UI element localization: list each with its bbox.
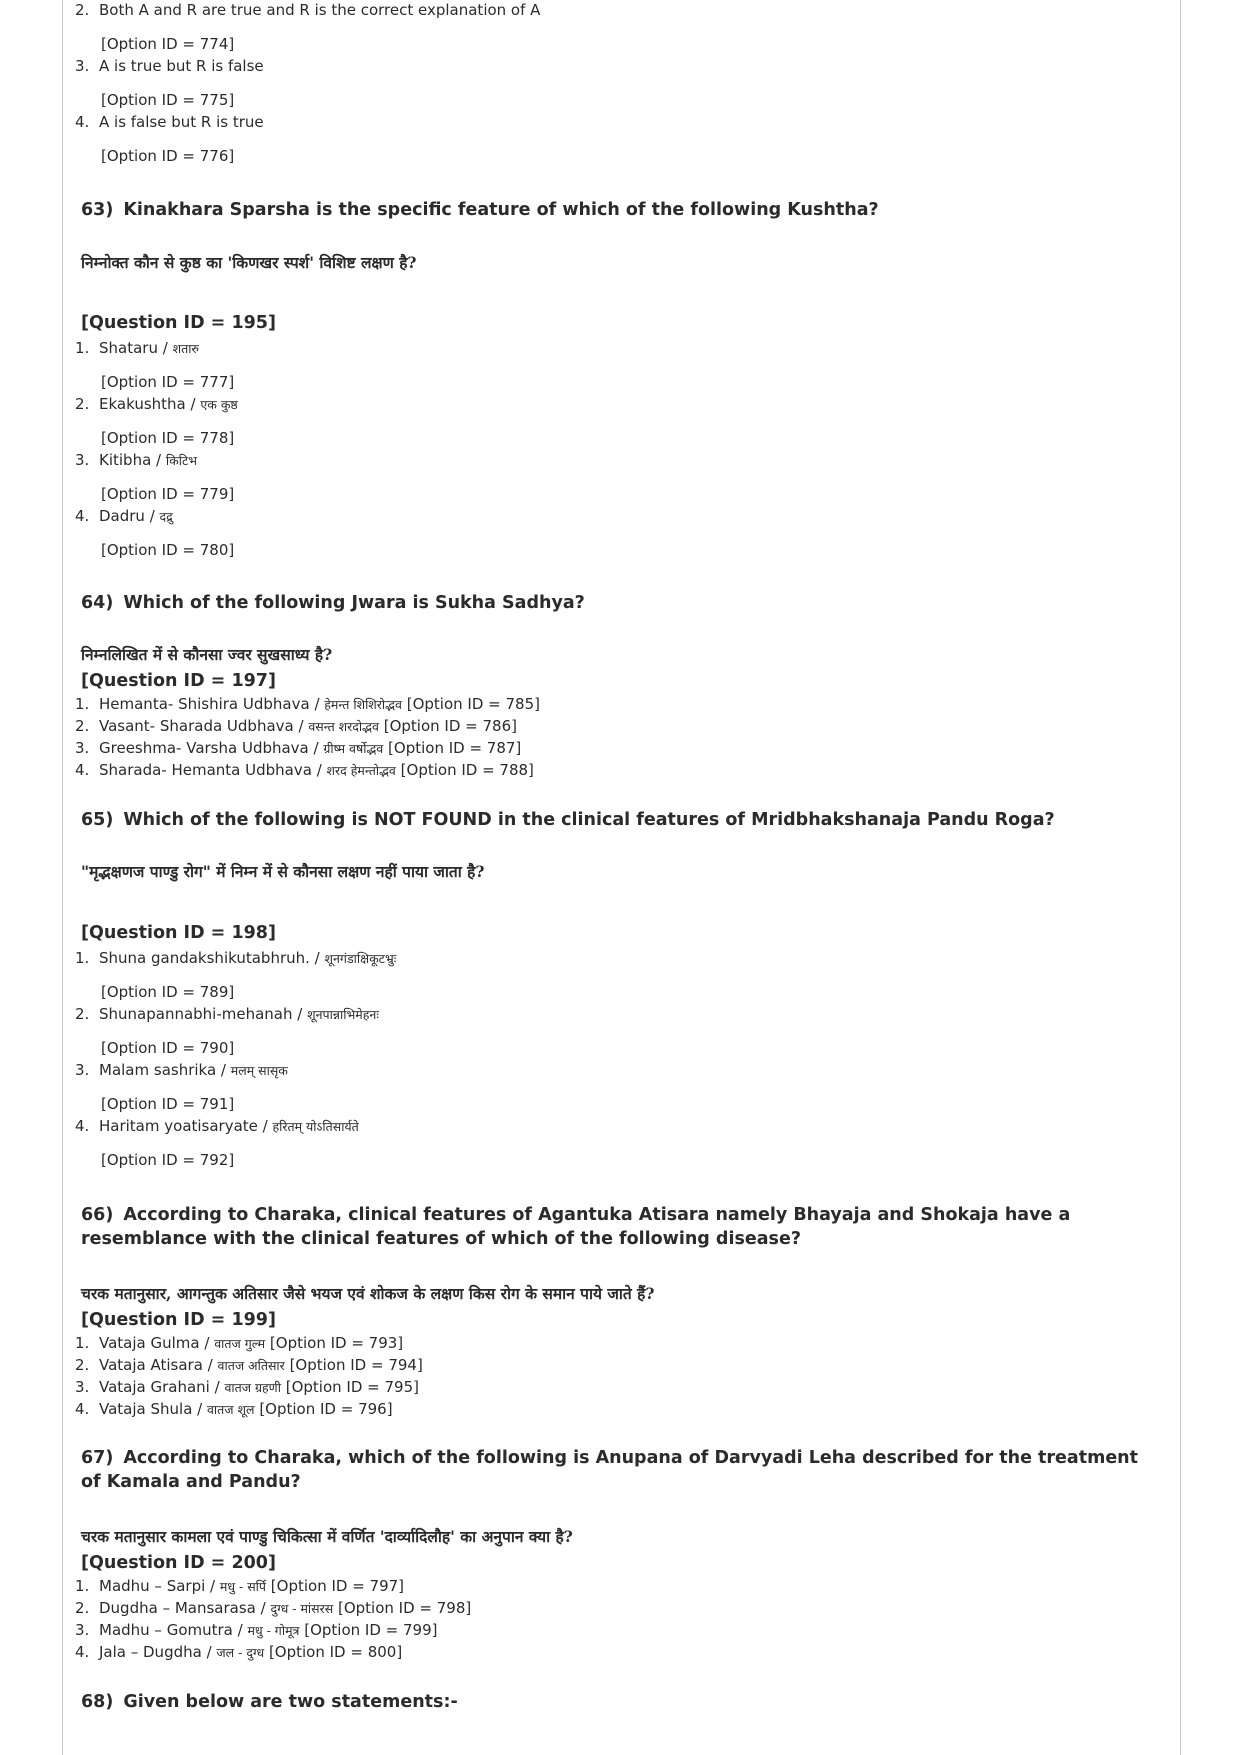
question-hindi: निम्नलिखित में से कौनसा ज्वर सुखसाध्य है? [81, 645, 333, 664]
option-id: [Option ID = 792] [101, 1151, 235, 1169]
list-item: 2. Ekakushtha / एक कुष्ठ [75, 395, 238, 413]
list-item: 1. Hemanta- Shishira Udbhava / हेमन्त शिशिरोद्भव [Option ID = 785] [75, 695, 540, 713]
list-item: 1. Madhu – Sarpi / मधु - सर्पि [Option ID = 797] [75, 1577, 405, 1595]
question-id: [Question ID = 199] [81, 1310, 276, 1330]
option-id: [Option ID = 780] [101, 541, 235, 559]
list-item: 2. Vataja Atisara / वातज अतिसार [Option ID = 794] [75, 1356, 423, 1374]
question-hindi: "मृद्भक्षणज पाण्डु रोग" में निम्न में से कौनसा लक्षण नहीं पाया जाता है? [81, 862, 485, 881]
option-id: [Option ID = 774] [101, 35, 235, 53]
option-id: [Option ID = 779] [101, 485, 235, 503]
option-id: [Option ID = 775] [101, 91, 235, 109]
list-item: 4. Vataja Shula / वातज शूल [Option ID = 796] [75, 1400, 393, 1418]
question-title: 64) Which of the following Jwara is Sukha Sadhya? [81, 593, 585, 613]
list-item: 2. Vasant- Sharada Udbhava / वसन्त शरदोद्भव [Option ID = 786] [75, 717, 517, 735]
question-title: 68) Given below are two statements:- [81, 1692, 458, 1712]
question-title: 67) According to Charaka, which of the following is Anupana of Darvyadi Leha described for the treatment of Kamala and Pandu? [81, 1448, 1139, 1492]
option-id: [Option ID = 777] [101, 373, 235, 391]
option-id: [Option ID = 791] [101, 1095, 235, 1113]
question-id: [Question ID = 198] [81, 923, 276, 943]
list-item: 2. Dugdha – Mansarasa / दुग्ध - मांसरस [Option ID = 798] [75, 1599, 472, 1617]
list-item: 3. A is true but R is false [75, 57, 264, 75]
question-title: 63) Kinakhara Sparsha is the specific feature of which of the following Kushtha? [81, 200, 879, 220]
list-item: 4. Jala – Dugdha / जल - दुग्ध [Option ID = 800] [75, 1643, 403, 1661]
list-item: 3. Greeshma- Varsha Udbhava / ग्रीष्म वर्षोद्भव [Option ID = 787] [75, 739, 522, 757]
list-item: 3. Vataja Grahani / वातज ग्रहणी [Option ID = 795] [75, 1378, 419, 1396]
option-id: [Option ID = 778] [101, 429, 235, 447]
list-item: 3. Madhu – Gomutra / मधु - गोमूत्र [Option ID = 799] [75, 1621, 438, 1639]
list-item: 4. Haritam yoatisaryate / हरितम् योऽतिसार्यते [75, 1117, 359, 1135]
question-title: 65) Which of the following is NOT FOUND in the clinical features of Mridbhakshanaja Pandu Roga? [81, 810, 1055, 830]
question-hindi: चरक मतानुसार कामला एवं पाण्डु चिकित्सा में वर्णित 'दार्व्यादिलौह' का अनुपान क्या है? [81, 1527, 573, 1546]
list-item: 4. Dadru / दद्रु [75, 507, 173, 525]
list-item: 2. Both A and R are true and R is the correct explanation of A [75, 1, 541, 19]
question-id: [Question ID = 197] [81, 671, 276, 691]
list-item: 1. Shuna gandakshikutabhruh. / शूनगंडाक्षिकूटभ्रुः [75, 949, 397, 967]
list-item: 3. Malam sashrika / मलम् सासृक [75, 1061, 288, 1079]
page-border-right [1180, 0, 1181, 1755]
question-id: [Question ID = 200] [81, 1553, 276, 1573]
option-id: [Option ID = 789] [101, 983, 235, 1001]
list-item: 4. Sharada- Hemanta Udbhava / शरद हेमन्तोद्भव [Option ID = 788] [75, 761, 534, 779]
option-id: [Option ID = 790] [101, 1039, 235, 1057]
list-item: 1. Vataja Gulma / वातज गुल्म [Option ID = 793] [75, 1334, 404, 1352]
list-item: 2. Shunapannabhi-mehanah / शूनपान्नाभिमेहनः [75, 1005, 379, 1023]
question-hindi: निम्नोक्त कौन से कुष्ठ का 'किणखर स्पर्श' विशिष्ट लक्षण है? [81, 253, 417, 272]
question-title: 66) According to Charaka, clinical features of Agantuka Atisara namely Bhayaja and Shokaja have a resemblance with the clinical features of which of the following disease? [81, 1205, 1071, 1249]
page-border-left [62, 0, 63, 1755]
list-item: 4. A is false but R is true [75, 113, 264, 131]
list-item: 1. Shataru / शतारु [75, 339, 199, 357]
question-id: [Question ID = 195] [81, 313, 276, 333]
question-hindi: चरक मतानुसार, आगन्तुक अतिसार जैसे भयज एवं शोकज के लक्षण किस रोग के समान पाये जाते हैं? [81, 1284, 655, 1303]
option-id: [Option ID = 776] [101, 147, 235, 165]
list-item: 3. Kitibha / किटिभ [75, 451, 198, 469]
